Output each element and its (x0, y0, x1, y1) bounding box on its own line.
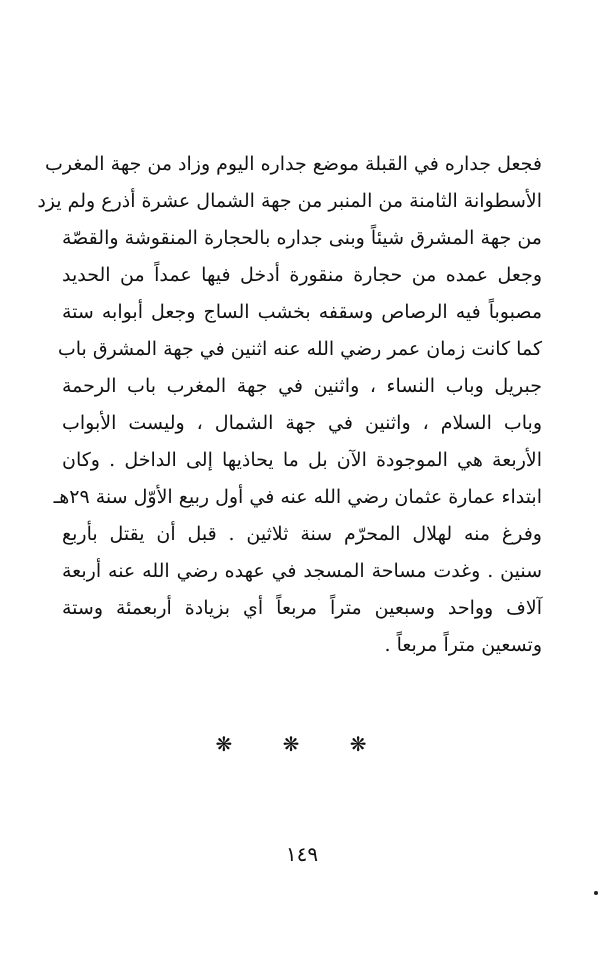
text-line: وفرغ منه لهلال المحرّم سنة ثلاثين . قبل أن يقتل بأربع (62, 523, 542, 545)
text-line: وجعل عمده من حجارة منقورة أدخل فيها عمداً من الحديد (62, 264, 542, 286)
ink-speck (594, 891, 598, 895)
text-line: مصبوباً فيه الرصاص وسقفه بخشب الساج وجعل أبوابه ستة (62, 301, 542, 323)
text-line: جبريل وباب النساء ، واثنين في جهة المغرب باب الرحمة (62, 375, 542, 397)
text-line: ابتداء عمارة عثمان رضي الله عنه في أول ربيع الأوّل سنة ٢٩هـ (53, 486, 542, 508)
text-line: فجعل جداره في القبلة موضع جداره اليوم وزاد من جهة المغرب (45, 153, 542, 175)
text-line-last: وتسعين متراً مربعاً . (384, 634, 542, 656)
body-text (37, 146, 542, 664)
page-number: ١٤٩ (285, 842, 319, 866)
text-line: آلاف وواحد وسبعين متراً مربعاً أي بزيادة أربعمئة وستة (62, 597, 542, 619)
section-separator: ❋ ❋ ❋ (215, 732, 389, 756)
text-line: كما كانت زمان عمر رضي الله عنه اثنين في جهة المشرق باب (57, 338, 542, 360)
text-line: وباب السلام ، واثنين في جهة الشمال ، وليست الأبواب (62, 412, 542, 434)
text-line: من جهة المشرق شيئاً وبنى جداره بالحجارة المنقوشة والقصّة (62, 227, 542, 249)
text-line: سنين . وغدت مساحة المسجد في عهده رضي الله عنه أربعة (62, 560, 542, 582)
text-line: الأربعة هي الموجودة الآن بل ما يحاذيها إلى الداخل . وكان (62, 449, 542, 471)
text-line: الأسطوانة الثامنة من المنبر من جهة الشمال عشرة أذرع ولم يزد (37, 190, 542, 212)
